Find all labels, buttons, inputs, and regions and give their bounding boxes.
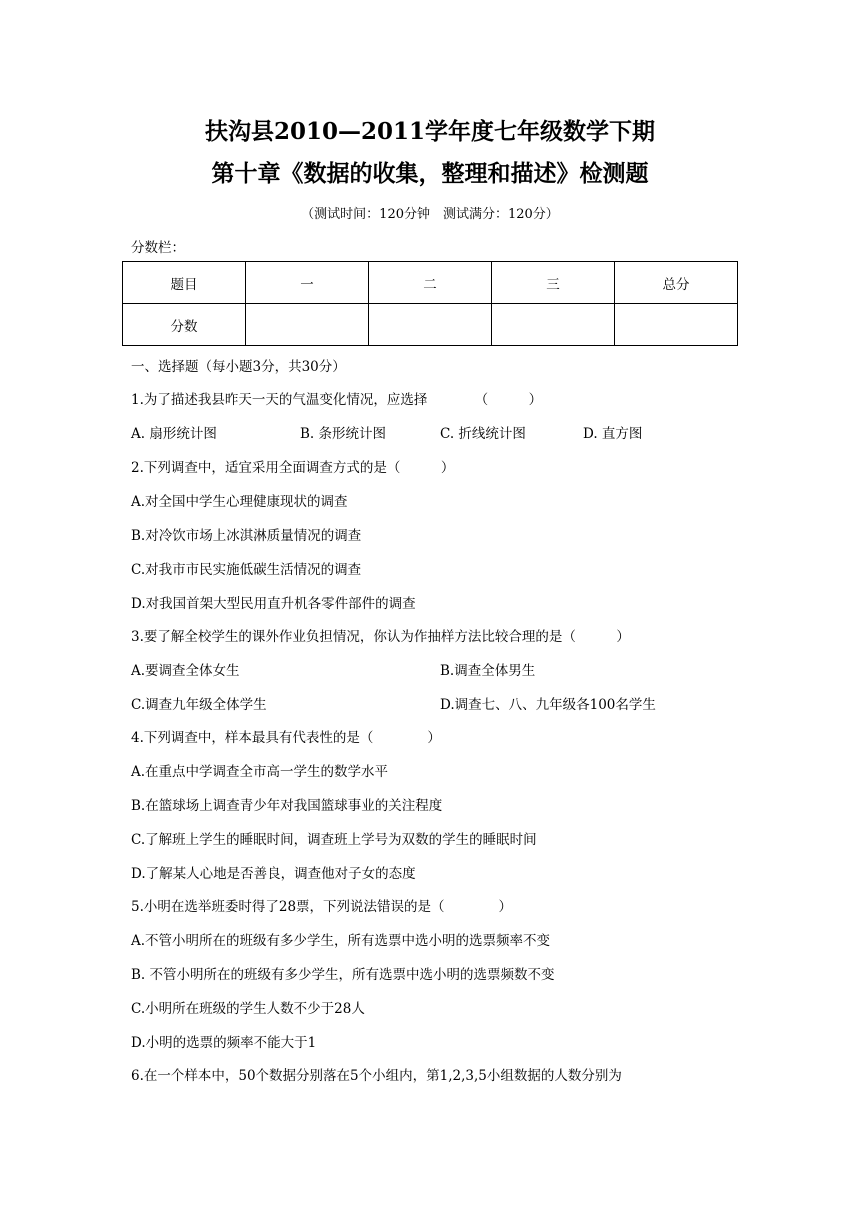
score-table-header-row <box>123 262 738 304</box>
option-b: B. 不管小明所在的班级有多少学生，所有选票中选小明的选票频数不变 <box>131 967 555 983</box>
option-b: B.在篮球场上调查青少年对我国篮球事业的关注程度 <box>131 798 443 814</box>
question-stem: 3.要了解全校学生的课外作业负担情况，你认为作抽样方法比较合理的是（ ） <box>131 629 630 645</box>
option-b: B.对冷饮市场上冰淇淋质量情况的调查 <box>131 528 362 544</box>
score-header-cell: 三 <box>492 262 615 304</box>
option-c: C.小明所在班级的学生人数不少于28人 <box>131 1001 365 1017</box>
score-cell[interactable] <box>492 304 615 346</box>
score-header-cell: 一 <box>246 262 369 304</box>
option-c: C. 折线统计图 <box>440 426 526 442</box>
score-table-score-row <box>123 304 738 346</box>
option-c: C.调查九年级全体学生 <box>131 697 267 713</box>
option-a: A.对全国中学生心理健康现状的调查 <box>131 494 348 510</box>
question-stem: 4.下列调查中，样本最具有代表性的是（ ） <box>131 730 441 746</box>
option-a: A.不管小明所在的班级有多少学生，所有选票中选小明的选票频率不变 <box>131 933 551 949</box>
score-label: 分数栏： <box>131 240 185 256</box>
question-stem: 1.为了描述我县昨天一天的气温变化情况，应选择 （ ） <box>131 392 543 408</box>
score-header-cell: 总分 <box>615 262 738 304</box>
option-d: D.对我国首架大型民用直升机各零件部件的调查 <box>131 596 416 612</box>
score-cell[interactable] <box>369 304 492 346</box>
section-heading: 一、选择题（每小题3分，共30分） <box>131 359 346 375</box>
question-stem: 5.小明在选举班委时得了28票，下列说法错误的是（ ） <box>131 899 513 915</box>
option-d: D.小明的选票的频率不能大于1 <box>131 1035 317 1051</box>
score-header-cell: 二 <box>369 262 492 304</box>
option-a: A.要调查全体女生 <box>131 663 240 679</box>
option-b: B.调查全体男生 <box>440 663 536 679</box>
option-b: B. 条形统计图 <box>300 426 387 442</box>
title-line-1: 扶沟县2010—2011学年度七年级数学下期 <box>204 118 656 145</box>
score-table <box>122 261 738 346</box>
option-c: C.了解班上学生的睡眠时间，调查班上学号为双数的学生的睡眠时间 <box>131 832 537 848</box>
score-cell[interactable] <box>615 304 738 346</box>
title-line-2: 第十章《数据的收集，整理和描述》检测题 <box>211 160 649 187</box>
option-d: D.了解某人心地是否善良，调查他对子女的态度 <box>131 866 416 882</box>
option-c: C.对我市市民实施低碳生活情况的调查 <box>131 562 362 578</box>
option-a: A. 扇形统计图 <box>131 426 217 442</box>
test-info: （测试时间：120分钟 测试满分：120分） <box>301 207 559 222</box>
option-d: D.调查七、八、九年级各100名学生 <box>440 697 656 713</box>
question-stem: 6.在一个样本中，50个数据分别落在5个小组内，第1,2,3,5小组数据的人数分别为 <box>131 1068 622 1084</box>
option-d: D. 直方图 <box>583 426 643 442</box>
option-a: A.在重点中学调查全市高一学生的数学水平 <box>131 764 389 780</box>
score-header-cell: 题目 <box>123 262 246 304</box>
score-cell[interactable] <box>246 304 369 346</box>
question-stem: 2.下列调查中，适宜采用全面调查方式的是（ ） <box>131 460 455 476</box>
score-row-label: 分数 <box>123 304 246 346</box>
